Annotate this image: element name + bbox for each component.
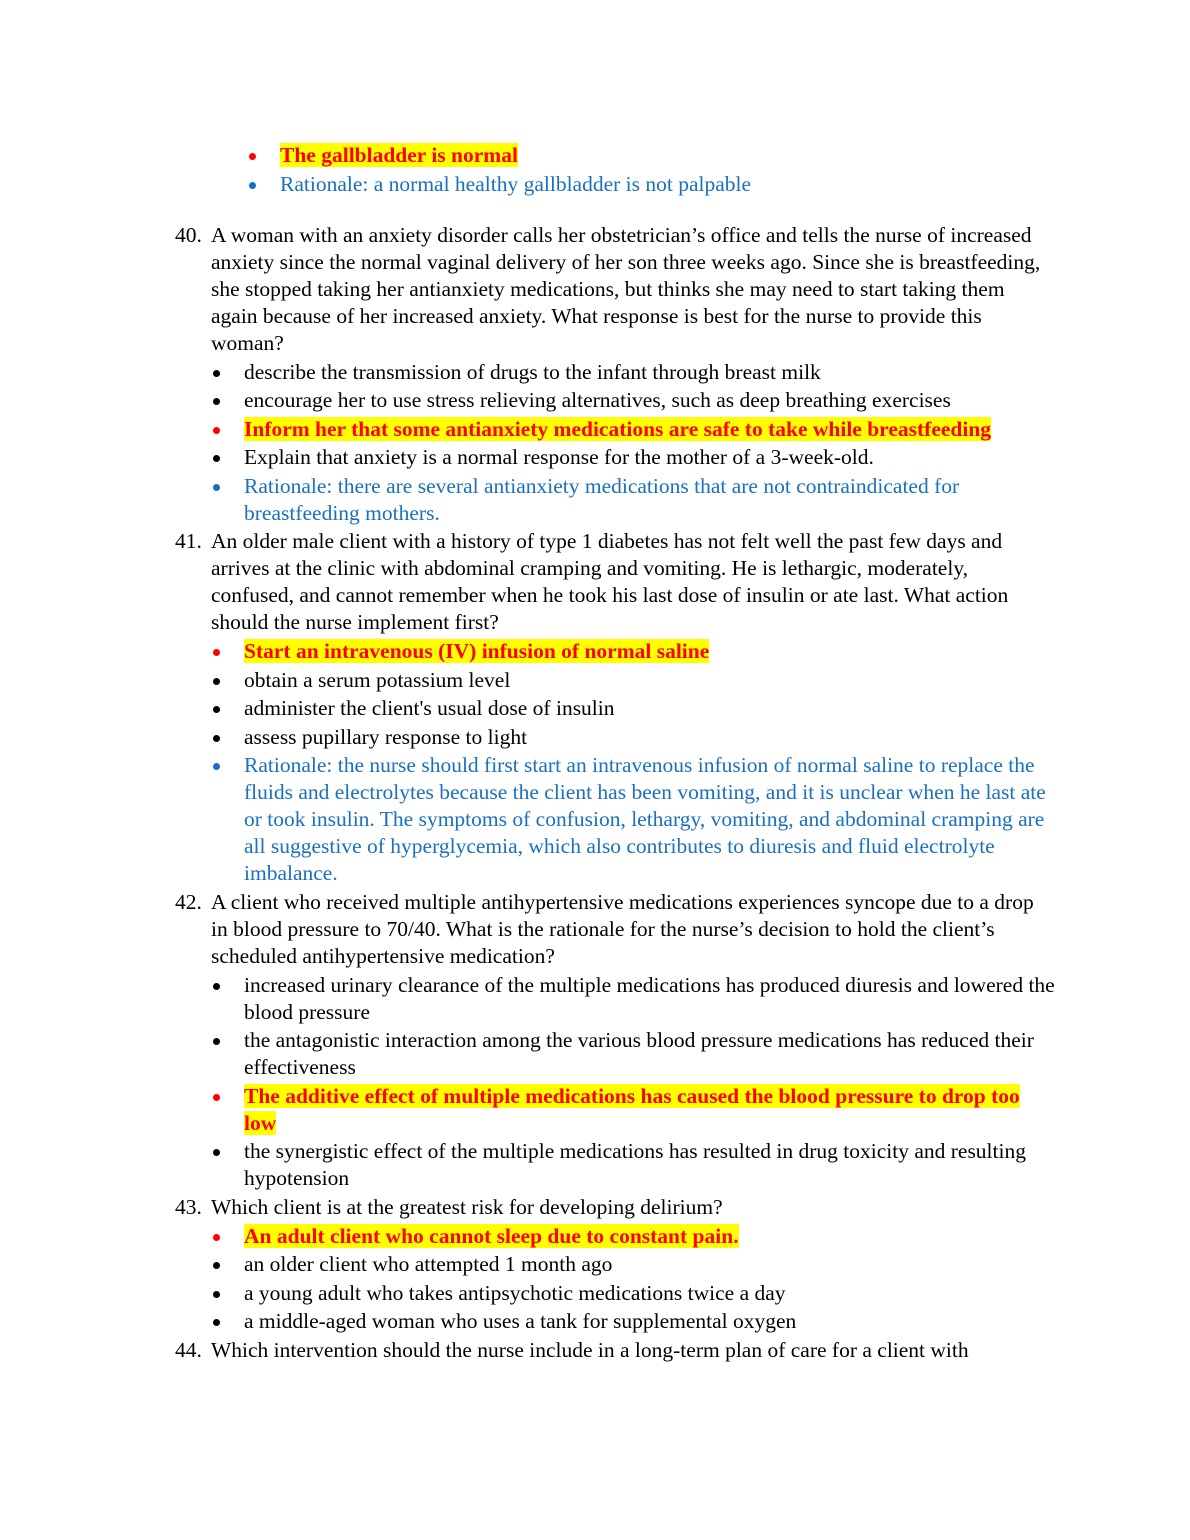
bullet-icon [213,763,220,770]
option-text: the synergistic effect of the multiple medications has resulted in drug toxicity and resulting hypotension [244,1139,1026,1190]
option-text: An adult client who cannot sleep due to constant pain. [244,1223,739,1248]
bullet-icon [213,706,220,713]
bullet-icon [213,1262,220,1269]
option-text: The additive effect of multiple medications has caused the blood pressure to drop too low [244,1083,1020,1135]
page-content [175,142,1055,1364]
question-40 [175,222,1055,527]
correct-answer [175,1083,1055,1137]
bullet-icon [213,455,220,462]
question-text: A client who received multiple antihypertensive medications experiences syncope due to a drop in blood pressure to 70/40. What is the rationale for the nurse’s decision to hold the client’s scheduled antihypertensive medication? [211,889,1034,968]
option-list [175,972,1055,1193]
question-text: Which client is at the greatest risk for developing delirium? [211,1194,723,1219]
rationale [175,171,1055,198]
bullet-icon [249,182,256,189]
rationale [175,473,1055,527]
bullet-icon [249,153,256,160]
question-number: 41. [175,529,202,553]
option-text: Rationale: a normal healthy gallbladder is not palpable [280,171,752,196]
option-text: Start an intravenous (IV) infusion of normal saline [244,639,710,663]
option-text: the antagonistic interaction among the various blood pressure medications has reduced their effectiveness [244,1028,1034,1079]
question-number: 44. [175,1337,202,1362]
bullet-icon [213,1094,220,1101]
question-text: A woman with an anxiety disorder calls her obstetrician’s office and tells the nurse of increased anxiety since the normal vaginal delivery of her son three weeks ago. Since she is breastfeeding, she stopped taking her antianxiety medications, but thinks she may need to start taking them again because of her increased anxiety. What response is best for the nurse to provide this woman? [211,222,1041,355]
question-text: An older male client with a history of type 1 diabetes has not felt well the past few days and arrives at the clinic with abdominal cramping and vomiting. He is lethargic, moderately, confused, and cannot remember when he took his last dose of insulin or ate last. What action should the nurse implement first? [211,529,1009,634]
bullet-icon [213,1291,220,1298]
option-text: administer the client's usual dose of insulin [244,696,615,720]
option-text: encourage her to use stress relieving alternatives, such as deep breathing exercises [244,388,951,412]
bullet-icon [213,1319,220,1326]
correct-answer [175,638,1055,665]
option-text: Rationale: the nurse should first start an intravenous infusion of normal saline to replace the fluids and electrolytes because the client has been vomiting, and it is unclear when he last ate or took insulin. The symptoms of confusion, lethargy, vomiting, and abdominal cramping are all suggestive of hyperglycemia, which also contributes to diuresis and fluid electrolyte imbalance. [244,753,1046,885]
bullet-icon [213,735,220,742]
option [175,972,1055,1026]
option-text: obtain a serum potassium level [244,667,511,692]
option-list [175,1223,1055,1336]
question-number: 40. [175,222,202,247]
option-text: a young adult who takes antipsychotic medications twice a day [244,1280,786,1305]
question-44 [175,1337,1055,1364]
option-list [175,142,1055,198]
bullet-icon [213,1234,220,1241]
option [175,359,1055,386]
question-text: Which intervention should the nurse include in a long-term plan of care for a client with [211,1337,969,1362]
option [175,444,1055,471]
option-text: Rationale: there are several antianxiety medications that are not contraindicated for breastfeeding mothers. [244,473,960,525]
option [175,1138,1055,1192]
bullet-icon [213,649,220,656]
option [175,1027,1055,1081]
option [175,1280,1055,1307]
correct-answer [175,416,1055,443]
option-text: increased urinary clearance of the multiple medications has produced diuresis and lowered the blood pressure [244,972,1055,1024]
option-text: a middle-aged woman who uses a tank for supplemental oxygen [244,1309,797,1333]
option [175,1308,1055,1335]
question-number: 43. [175,1194,202,1219]
bullet-icon [213,427,220,434]
option [175,387,1055,414]
bullet-icon [213,1038,220,1045]
rationale [175,752,1055,887]
bullet-icon [213,484,220,491]
option [175,724,1055,751]
question-number: 42. [175,889,202,914]
correct-answer [175,1223,1055,1250]
option-text: assess pupillary response to light [244,724,528,749]
question-41 [175,528,1055,887]
bullet-icon [213,983,220,990]
bullet-icon [213,370,220,377]
bullet-icon [213,678,220,685]
option [175,695,1055,722]
option-text: The gallbladder is normal [280,143,518,167]
question-42 [175,889,1055,1193]
correct-answer [175,142,1055,169]
question-39-continuation [175,142,1055,198]
option [175,667,1055,694]
option-list [175,359,1055,527]
option-text: Inform her that some antianxiety medications are safe to take while breastfeeding [244,416,992,441]
bullet-icon [213,398,220,405]
option-text: an older client who attempted 1 month ago [244,1252,613,1276]
option-text: Explain that anxiety is a normal response for the mother of a 3-week-old. [244,445,874,469]
option [175,1251,1055,1278]
option-list [175,638,1055,887]
bullet-icon [213,1149,220,1156]
option-text: describe the transmission of drugs to the infant through breast milk [244,359,821,384]
question-43 [175,1194,1055,1336]
